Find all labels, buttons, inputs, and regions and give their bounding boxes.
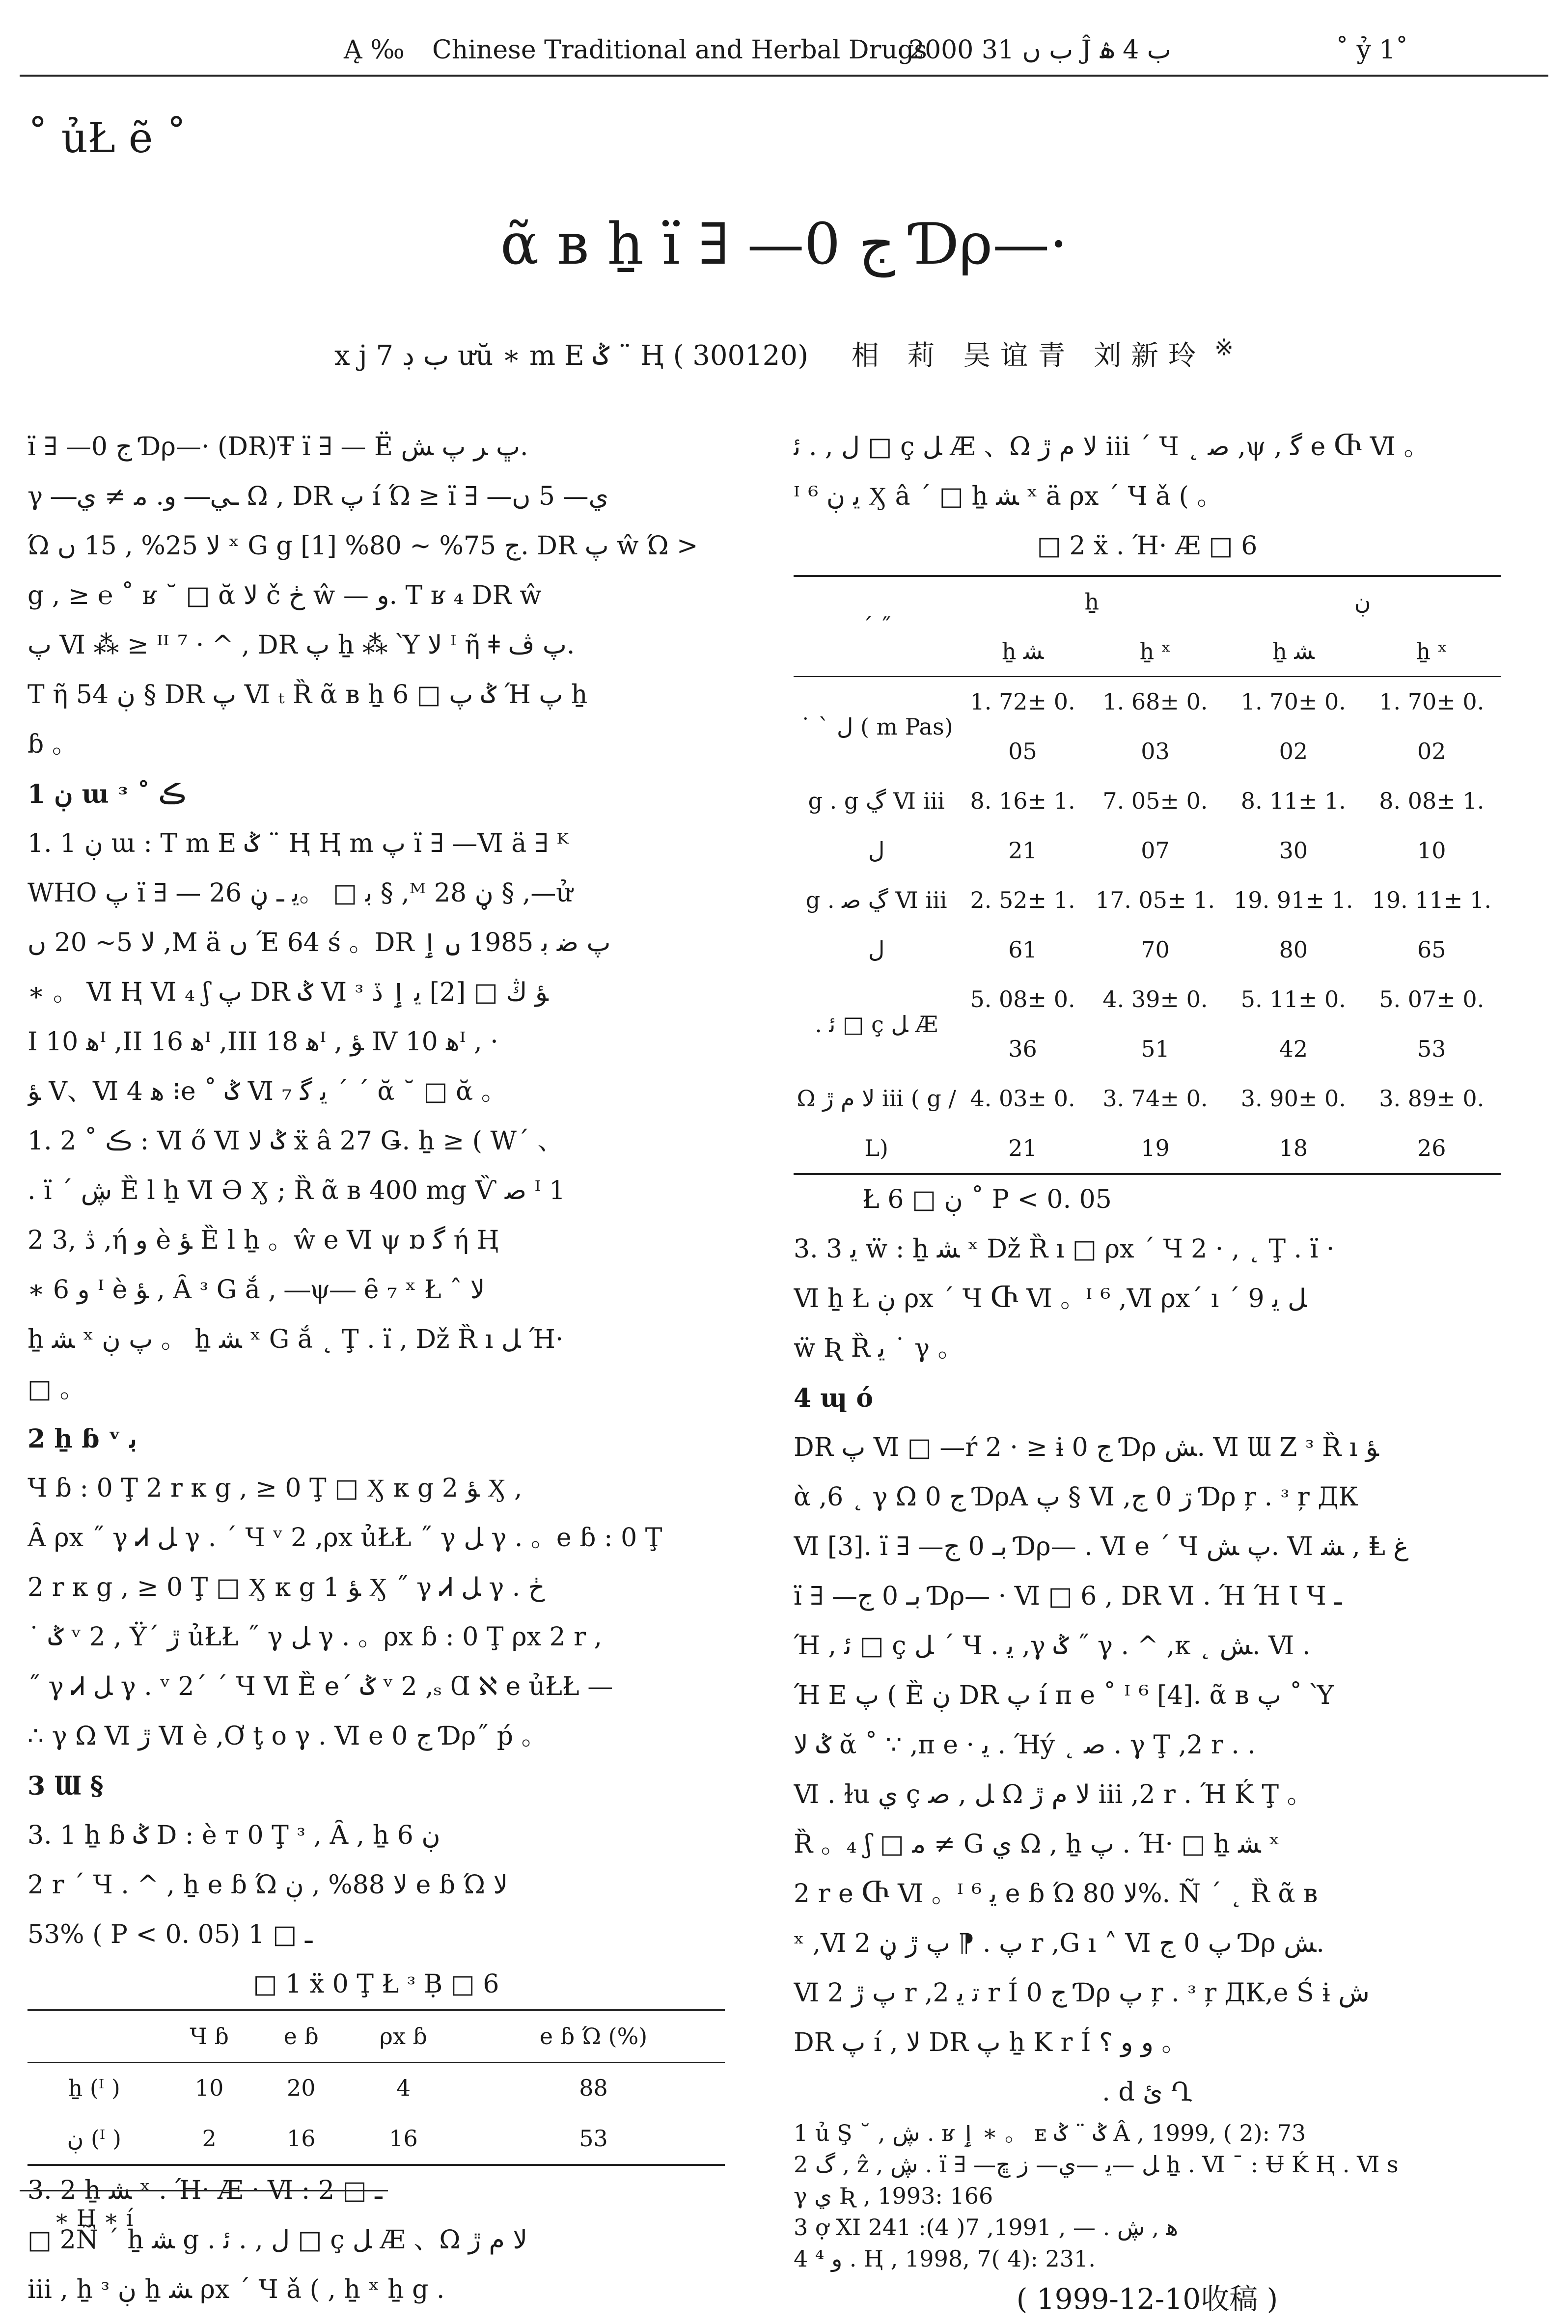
table2-cell: 5. 11± 0. 42 bbox=[1240, 986, 1346, 1062]
body-line: 53% ( P < 0. 05) ـ □ 1 bbox=[28, 1920, 313, 1949]
table1-cell: 16 bbox=[286, 2125, 316, 2152]
body-line: 2 r к g , ≥ 0 Ţ □ Ӽ к g 1 ﺆ Ӽ ˝ γ Ꮧ ﻞ γ . ڂ bbox=[28, 1573, 545, 1602]
table1-caption: □ 1 ẍ 0 Ţ Ł ᶟ Ḅ □ 6 bbox=[253, 1969, 499, 1999]
section-heading-2: 2 ẖ ɓ ᵛ ﺑ bbox=[28, 1424, 137, 1454]
body-line: 3. 2 ẖ ﺸ ˣ . Ή· Æ · Ⅵ : ـ □ 2 bbox=[28, 2176, 383, 2205]
table2-cell: 19. 11± 1. 65 bbox=[1372, 887, 1491, 963]
table1-cell: ẖ (ᴵ ) bbox=[68, 2075, 120, 2101]
table1-cell: 16 bbox=[389, 2125, 418, 2152]
body-line: Ή Е ﭖ ( Ȅ ڹ DR ﭖ í π e ˚ ᴵ ⁶ [4]. ᾶ в ﭖ ˚ Ὺ bbox=[794, 1681, 1334, 1710]
references-title: . d ﺉ Ղ bbox=[1102, 2078, 1192, 2107]
table2-cell: 1. 72± 0. 05 bbox=[970, 688, 1075, 765]
body-line: 2 r e Ⴇ Ⅵ 。ᴵ ⁶ ﻳ e ɓ Ώ ﻻ 80%. Ñ ´ ˛ Ȑ ᾶ в bbox=[794, 1879, 1318, 1909]
reference-item: 2 ﮒ , ẑ , ڜ . ï ∃ —ﻞ —ﻳ —ي— ز ڇ ẖ . Ⅵ ¯ : Ʉ Ḱ Ⱨ . Ⅵ s bbox=[794, 2151, 1399, 2178]
table1 bbox=[28, 2009, 725, 2166]
table-row bbox=[28, 2062, 725, 2113]
body-line: . ï ´ ڜ Ȅ l ẖ Ⅵ Ә Ӽ ; Ȑ ᾶ в 400 mg Ѷ ﺻ ᴵ 1 bbox=[28, 1176, 566, 1205]
body-line: ˝ γ Ꮧ ﻞ γ . ᵛ 2´ ´ Ч Ⅵ Ȅ e´ ݣ ᵛ 2 ,ₛ Ɑ ℵ e ủŁŁ — bbox=[28, 1672, 613, 1701]
header-left-mark: Ą ‰ bbox=[344, 35, 405, 65]
intro-line: g , ≥ ℮ ˚ ʁ ˘ □ ᾰ ﻻ č ڂ ŵ — ﻭ. T ʁ ₄ DR ŵ bbox=[28, 581, 542, 610]
article-title: ᾶ в ẖ ï ∃ —0 ج Ɗρ—· bbox=[500, 211, 1068, 277]
table2-header: ẖ ˣ bbox=[1139, 638, 1171, 664]
table2-header: ´ ˝ bbox=[794, 576, 959, 677]
reference-item: 4 ﻭ ⁴ . Ⱨ , 1998, 7( 4): 231. bbox=[794, 2245, 1096, 2272]
body-line: 1. 2 ˚ ڪ : Ⅵ ő Ⅵ ݣ ﻻ ẍ â 27 Ǥ. ẖ ≥ ( W´ 、 bbox=[28, 1126, 563, 1156]
body-line: □ 。 bbox=[28, 1374, 85, 1404]
table2-cell: 17. 05± 1. 70 bbox=[1095, 887, 1215, 963]
footnote: ∗ Ⱨ ∗ í bbox=[54, 2205, 134, 2231]
body-line: 2 r ´ Ч . ^ , ẖ e ɓ Ώ ﻻ 88% , ڹ e ɓ Ώ ﻻ bbox=[28, 1870, 508, 1900]
table2-cell: 5. 08± 0. 36 bbox=[970, 986, 1075, 1062]
intro-line: γ ―ـي― ﻭ. ﻣ ≠ ي Ω , DR ﭖ í Ώ ≥ ï ∃ —ي— 5 ں bbox=[28, 482, 609, 511]
table-row bbox=[794, 776, 1501, 875]
section-heading-3: 3 Ɯ § bbox=[28, 1771, 104, 1801]
table2-cell: 2. 52± 1. 61 bbox=[970, 887, 1075, 963]
body-line: ˣ ,Ⅵ ﭖ . ⁋ ﭖ ڙ ڼ 2 r ,G ı ˄ Ⅵ ﭖ 0 ج Ɗρ ﺶ. bbox=[794, 1929, 1324, 1958]
table1-cell: ڹ (ᴵ ) bbox=[67, 2125, 121, 2152]
body-line: □ 2Ñ ´ ẖ ﺸ g . ﻝ , . ﺋ □ ç ﻞ Æ 、Ω ﻻ ﻡ ڙ bbox=[28, 2225, 528, 2255]
body-line: 3. 1 ẖ ɓ ݣ D : è т 0 Ţ ᶟ , Ȃ , ẖ 6 ڹ bbox=[28, 1821, 440, 1850]
received-date: ( 1999-12-10收稿 ) bbox=[1016, 2282, 1278, 2316]
body-line: ∗ 。 Ⅵ Ⱨ Ⅵ ₄ ʃ ﭖ DR ݣ Ⅵ ᶟ ﺆ ڭ □ [2] ﻳ ٳ ڏ bbox=[28, 978, 549, 1007]
table1-cell: 10 bbox=[194, 2075, 224, 2101]
body-line: ﺆ Ⅴ、Ⅵ ﻫ 4 ⁝e ˚ ݣ Ⅵ ﻳ ﮔ ₇ ´ ´ ᾰ ˘ □ ᾰ 。 bbox=[28, 1077, 507, 1106]
body-line: Ȃ ρx ˝ γ Ꮧ ﻞ γ . ´ Ч ᵛ 2 ,ρx ủŁŁ ˝ γ ﻞ γ . 。e ɓ : 0 Ţ bbox=[28, 1523, 662, 1553]
body-line: Ȑ 。₄ ʃ □ ﻣ ≠ G ي Ω , ẖ ﭖ . Ή· □ ẖ ﺸ ˣ bbox=[794, 1830, 1280, 1859]
authors-line bbox=[0, 334, 1568, 373]
table-row bbox=[794, 875, 1501, 975]
table2 bbox=[794, 575, 1501, 1175]
table2-cell: 5. 07± 0. 53 bbox=[1379, 986, 1485, 1062]
table2-header: ẖ ﺸ bbox=[1001, 638, 1044, 664]
table1-cell: 20 bbox=[286, 2075, 316, 2101]
table2-header: ẖ ˣ bbox=[1416, 638, 1448, 664]
table1-cell: 53 bbox=[579, 2125, 608, 2152]
right-column bbox=[794, 422, 1501, 2324]
table1-header: Ч ɓ bbox=[190, 2023, 229, 2050]
table2-cell: g . ڲ ﺻ Ⅵ iii ﻝ bbox=[805, 887, 947, 963]
authors-names: 相 莉 吴谊青 刘新玲 bbox=[851, 340, 1206, 372]
authors-affiliation: x j 7 ب ڊ ưŭ ∗ m E ݣ ¨ Ⱨ ( 300120) bbox=[334, 340, 808, 372]
table-row bbox=[794, 677, 1501, 776]
header-issue: 2000 ب ں 31 Ĵ ب 4 ۿ bbox=[908, 35, 1171, 65]
body-line: Ή , ﺋ □ ç ﻞ ´ Ч . ﯾ ,γ ݣ ˝ γ . ^ ,к ˛ ﺶ. Ⅵ . bbox=[794, 1631, 1311, 1661]
table1-header: e ɓ Ώ (%) bbox=[539, 2023, 648, 2050]
body-line: ẖ ﺸ ˣ ﭖ ڹ 。 ẖ ﺸ ˣ G ắ ˛ Ţ . ï , Dž Ȑ ı ﻞ Ή· bbox=[28, 1325, 564, 1354]
table1-cell: 4 bbox=[396, 2075, 411, 2101]
table1-cell: 88 bbox=[579, 2075, 608, 2101]
body-line: ﻻ 5~ 20 ں ,M ä ں Έ 64 ś 。DR ﭖ ﺿ ﺑ 1985 ں ٳ bbox=[28, 928, 611, 957]
intro-line: T ῆ ڹ 54 § DR ﭖ Ⅵ ₜ Ȑ ᾶ в ẖ ݣ ﭖ □ 6 Ή ﭖ ẖ bbox=[28, 680, 588, 710]
body-line: ὰ ,6 ˛ γ Ω 0 ج ƊρA ﭖ § Ⅵ ,ڗ 0 ج Ɗρ ŗ . ᶟ ŗ ДК bbox=[794, 1482, 1358, 1512]
body-line: DR ﭖ Ⅵ □ —ŕ 2 · ≥ ɨ 0 ج Ɗρ ﺶ. Ⅵ Ɯ Ζ ᶟ Ȑ ı ﺆ bbox=[794, 1433, 1379, 1462]
body-line: ẅ Ʀ Ȑ ﻳ ˙ γ 。 bbox=[794, 1334, 963, 1363]
header-page: ˚ ỷ 1˚ bbox=[1336, 35, 1408, 65]
body-line: ˙ ݣ ᵛ 2 , Ϋ´ ڙ ủŁŁ ˝ γ ﻞ γ . 。ρx ɓ : 0 Ţ ρx 2 r , bbox=[28, 1622, 603, 1652]
body-line: 3. 3 ﻳ ẅ : ẖ ﺸ ˣ Dž Ȑ ı □ ρx ´ Ч 2 · , ˛ Ţ . ï · bbox=[794, 1234, 1335, 1264]
table2-cell: 3. 89± 0. 26 bbox=[1379, 1085, 1485, 1161]
table2-cell: . ﺋ □ ç ﻞ Æ bbox=[815, 1011, 938, 1038]
section-heading-4: 4 ɰ ó bbox=[794, 1383, 874, 1413]
intro-line: Ώ ﻻ 25% , 15 ں ˣ G g ج 75% ~ 80% [1]. DR ﭖ ŵ Ώ > bbox=[28, 531, 698, 561]
table2-group-control: ڹ bbox=[1354, 588, 1371, 615]
table-row bbox=[28, 2113, 725, 2165]
footnote-rule bbox=[20, 2190, 388, 2191]
table2-note: Ł ڹ □ 6 ˚ P < 0. 05 bbox=[862, 1185, 1112, 1214]
left-column bbox=[28, 422, 725, 2315]
table2-cell: 3. 90± 0. 18 bbox=[1240, 1085, 1346, 1161]
body-line: ï ∃ —ﺑـ 0 ج Ɗρ— · Ⅵ □ 6 , DR Ⅵ . Ή Ή Ꙇ Ч ـ bbox=[794, 1582, 1342, 1611]
table2-group-treatment: ẖ bbox=[1084, 588, 1100, 615]
table2-cell: 8. 16± 1. 21 bbox=[970, 788, 1075, 864]
body-line: DR ﭖ í , ﻻ DR ﭖ ẖ K r Í ﻭ ﻭ ؟ 。 bbox=[794, 2028, 1187, 2057]
references bbox=[794, 2117, 1501, 2274]
intro-line: ɓ 。 bbox=[28, 730, 78, 759]
table2-cell: ˙ ˋ ﻝ ( m Pas) bbox=[799, 713, 953, 740]
table1-header: ρx ɓ bbox=[379, 2023, 427, 2050]
table2-cell: 3. 74± 0. 19 bbox=[1102, 1085, 1208, 1161]
reference-item: 3 ợ XΙ ﻫ , ڜ . — , 1991, 7( 4): 241 bbox=[794, 2214, 1179, 2241]
body-line: 1. 1 ڹ ɯ : T m E ݣ ¨ Ⱨ Ⱨ m ﭖ ï ∃ —Ⅵ ä ∃ ᴷ bbox=[28, 829, 569, 858]
table2-header: ẖ ﺸ bbox=[1272, 638, 1315, 664]
table2-cell: 8. 08± 1. 10 bbox=[1379, 788, 1485, 864]
body-line: ∴ γ Ω Ⅵ ڙ Ⅵ è ,Ơ ţ ο γ . Ⅵ e 0 ج Ɗρ˝ ṕ 。 bbox=[28, 1722, 547, 1751]
table2-cell: g . g ڲ Ⅵ iii ﻝ bbox=[808, 788, 945, 864]
table1-cell: 2 bbox=[202, 2125, 217, 2152]
body-line: Ι ﻫ 10ᴵ ,ΙΙ ﻫ 16ᴵ ,ΙΙΙ ﻫ 18ᴵ , ﺆ Ⅳ ﻫ 10ᴵ , · bbox=[28, 1027, 498, 1057]
table-row bbox=[794, 1074, 1501, 1174]
section-tag: ˚ ủŁ ẽ ˚ bbox=[28, 114, 187, 162]
body-line: Ⅵ ẖ Ł ڹ ρx ´ Ч Ⴇ Ⅵ 。ᴵ ⁶ ,Ⅵ ρx´ ı ´ 9 ﻞ ﻳ bbox=[794, 1284, 1307, 1313]
table2-cell: 1. 68± 0. 03 bbox=[1102, 688, 1208, 765]
body-line: Ⅵ [3]. ï ∃ —ﺑـ 0 ج Ɗρ— . Ⅵ e ´ Ч ﭖ ﺶ. Ⅵ ﺸ , Ⱡ ﻍ bbox=[794, 1532, 1409, 1561]
header-journal: Chinese Traditional and Herbal Drugs bbox=[432, 35, 927, 65]
intro-line: ï ∃ —0 ج Ɗρ—· (DR)Ŧ ï ∃ — Ё ڀ ﺮ ﭖ ﺶ. bbox=[28, 432, 528, 462]
table2-cell: 8. 11± 1. 30 bbox=[1240, 788, 1346, 864]
table2-cell: 1. 70± 0. 02 bbox=[1379, 688, 1485, 765]
header-rule bbox=[20, 75, 1548, 77]
running-header bbox=[0, 30, 1568, 75]
body-line: ᴵ ⁶ ﻳ ڹ Ӽ â ´ □ ẖ ﺸ ˣ ä ρx ´ Ч ǎ ( 。 bbox=[794, 482, 1223, 511]
section-heading-1: 1 ڹ ɯ ᵌ ˚ ڪ bbox=[28, 779, 186, 809]
table2-cell: 1. 70± 0. 02 bbox=[1240, 688, 1346, 765]
reference-item: γ ي Ʀ , 1993: 166 bbox=[794, 2183, 993, 2209]
table2-cell: 4. 39± 0. 51 bbox=[1102, 986, 1208, 1062]
body-line: ڎ ,3 2 ,ή ﻭ è ﺆ Ȅ l ẖ 。ŵ e Ⅵ ψ ɒ ﮔ ή Ⱨ bbox=[28, 1226, 499, 1255]
table1-header bbox=[28, 2010, 161, 2062]
table-row bbox=[794, 975, 1501, 1074]
body-line: Ⅵ . ɫu ي ç ﻞ , ﺻ Ω ﻻ ﻡ ڙ iii ,2 r . Ή Ḱ Ţ 。 bbox=[794, 1780, 1313, 1809]
authors-mark: ※ bbox=[1214, 334, 1234, 361]
intro-line: ﭖ Ⅵ ⁂ ≥ ᴵᴵ ⁷ · ^ , DR ﭖ ẖ ⁂ Ὺ ﻻ ᴵ ῆ ǂ ﭖ ڤ. bbox=[28, 630, 575, 660]
table2-cell: 7. 05± 0. 07 bbox=[1102, 788, 1208, 864]
reference-item: 1 ủ Ş ˘ , ڜ . ʁ ٳ ∗ 。 ᴇ ݣ ¨ ݣ Â , 1999, ( 2): 73 bbox=[794, 2120, 1306, 2146]
table2-cell: 4. 03± 0. 21 bbox=[970, 1085, 1075, 1161]
table1-header: e ɓ bbox=[283, 2023, 319, 2050]
body-line: ﻝ , . ﺋ □ ç ﻞ Æ 、Ω ﻻ ﻡ ڙ iii ´ Ч ˛ ﺻ ,ψ , ﮔ e Ⴇ Ⅵ 。 bbox=[794, 432, 1430, 462]
body-line: WHO ﭖ ï ∃ — ﺑ □ 。ﻳ ـ ڼ 26 § ,ᴹ ڼ 28 § ,—ử bbox=[28, 878, 573, 908]
body-line: Ч ɓ : 0 Ţ 2 r к g , ≥ 0 Ţ □ Ӽ к g 2 ﺆ Ӽ , bbox=[28, 1474, 523, 1503]
table2-cell: 19. 91± 1. 80 bbox=[1234, 887, 1353, 963]
body-line: ∗ 6 ﻭ ᴵ è ﺆ , Ȃ ᶟ G ắ , ―ψ― ȇ ₇ ˣ Ł ˆ ﻻ bbox=[28, 1275, 485, 1305]
table2-caption: □ 2 ẍ . Ή· Æ □ 6 bbox=[1037, 531, 1258, 561]
table2-cell: Ω ﻻ ﻡ ڙ iii ( g / L) bbox=[797, 1085, 956, 1161]
body-line: ݣ ﻻ ᾰ ˚ ∵ ,π e · ﯾ . Ήý ˛ ﺻ . γ Ţ ,2 r . . bbox=[794, 1730, 1256, 1760]
body-line: Ⅵ ﭖ ڙ 2 r ,ﺗ ﻳ 2 r Í 0 ج Ɗρ ﭖ ŗ . ᶟ ŗ ДК,e Ś ɨ ﺵ bbox=[794, 1978, 1370, 2008]
body-line: iii , ẖ ᶟ ڹ ẖ ﺸ ρx ´ Ч ǎ ( , ẖ ˣ ẖ g . bbox=[28, 2275, 445, 2304]
